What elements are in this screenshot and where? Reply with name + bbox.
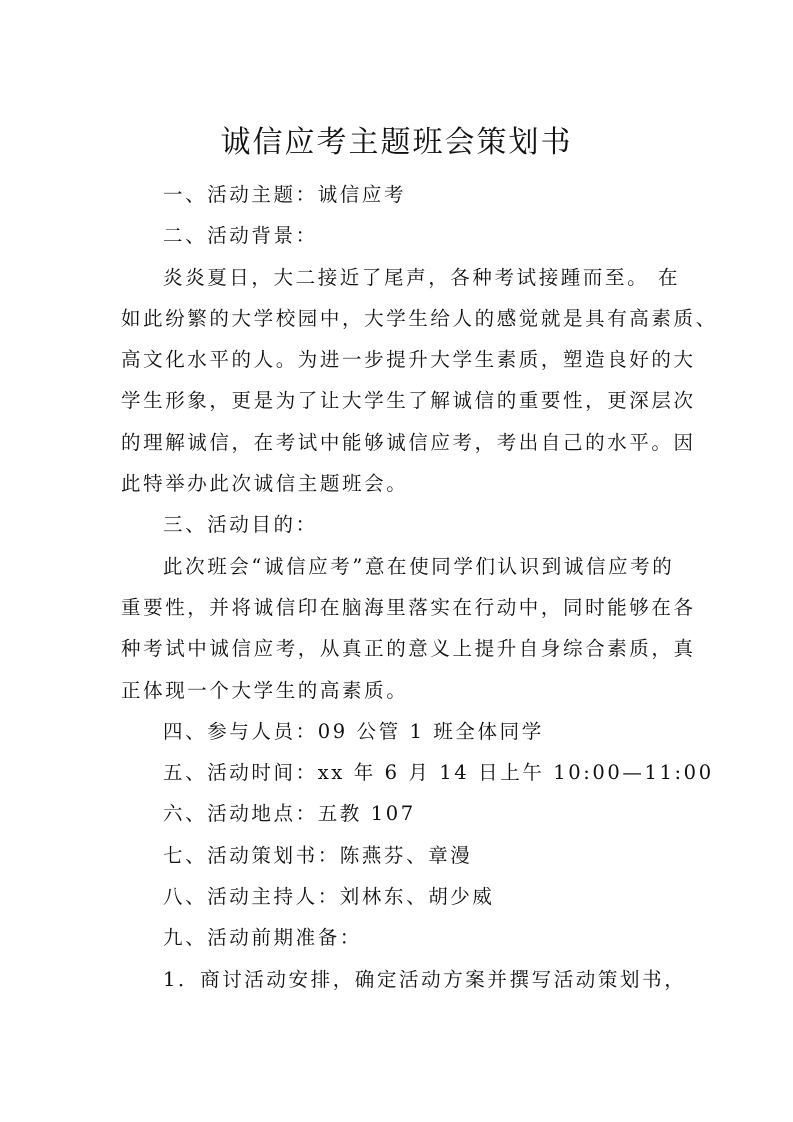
document-title: 诚信应考主题班会策划书 bbox=[220, 125, 573, 160]
text-line: 如此纷繁的大学校园中，大学生给人的感觉就是具有高素质、 bbox=[121, 306, 718, 330]
document-body bbox=[121, 174, 718, 1000]
text-line: 此次班会“诚信应考”意在使同学们认识到诚信应考的 bbox=[163, 554, 675, 578]
section-time bbox=[121, 752, 714, 793]
section-planners bbox=[121, 835, 689, 876]
text-line: 五、活动时间：xx 年 6 月 14 日上午 10:00—11:00 bbox=[163, 761, 714, 785]
text-line: 七、活动策划书：陈燕芬、章漫 bbox=[163, 843, 473, 867]
text-line: 二、活动背景： bbox=[163, 224, 318, 248]
text-line: 六、活动地点：五教 107 bbox=[163, 802, 416, 826]
text-line: 重要性，并将诚信印在脑海里落实在行动中，同时能够在各 bbox=[121, 595, 696, 619]
paragraph-purpose bbox=[121, 546, 696, 711]
text-line: 八、活动主持人：刘林东、胡少威 bbox=[163, 885, 495, 909]
text-line: 种考试中诚信应考，从真正的意义上提升自身综合素质，真 bbox=[121, 637, 696, 661]
text-line: 三、活动目的： bbox=[163, 513, 318, 537]
text-line: 的理解诚信，在考试中能够诚信应考，考出自己的水平。因 bbox=[121, 430, 696, 454]
text-line: 学生形象，更是为了让大学生了解诚信的重要性，更深层次 bbox=[121, 389, 696, 413]
text-line: 此特举办此次诚信主题班会。 bbox=[121, 472, 409, 496]
text-line: 高文化水平的人。为进一步提升大学生素质，塑造良好的大 bbox=[121, 348, 696, 372]
paragraph-background bbox=[121, 257, 718, 505]
section-hosts bbox=[121, 876, 689, 917]
section-heading-preparation bbox=[121, 917, 689, 958]
text-line: 九、活动前期准备： bbox=[163, 926, 362, 950]
section-heading-purpose bbox=[121, 504, 689, 545]
section-participants bbox=[121, 711, 689, 752]
section-location bbox=[121, 793, 689, 834]
text-line: 一、活动主题：诚信应考 bbox=[163, 183, 407, 206]
text-line: 正体现一个大学生的高素质。 bbox=[121, 678, 409, 702]
preparation-item-1 bbox=[121, 959, 689, 1000]
text-line: 1．商讨活动安排，确定活动方案并撰写活动策划书， bbox=[163, 967, 687, 991]
section-heading-theme bbox=[121, 174, 689, 215]
text-line: 炎炎夏日，大二接近了尾声，各种考试接踵而至。 在 bbox=[163, 265, 681, 289]
section-heading-background bbox=[121, 215, 689, 256]
text-line: 四、参与人员：09 公管 1 班全体同学 bbox=[163, 719, 544, 743]
